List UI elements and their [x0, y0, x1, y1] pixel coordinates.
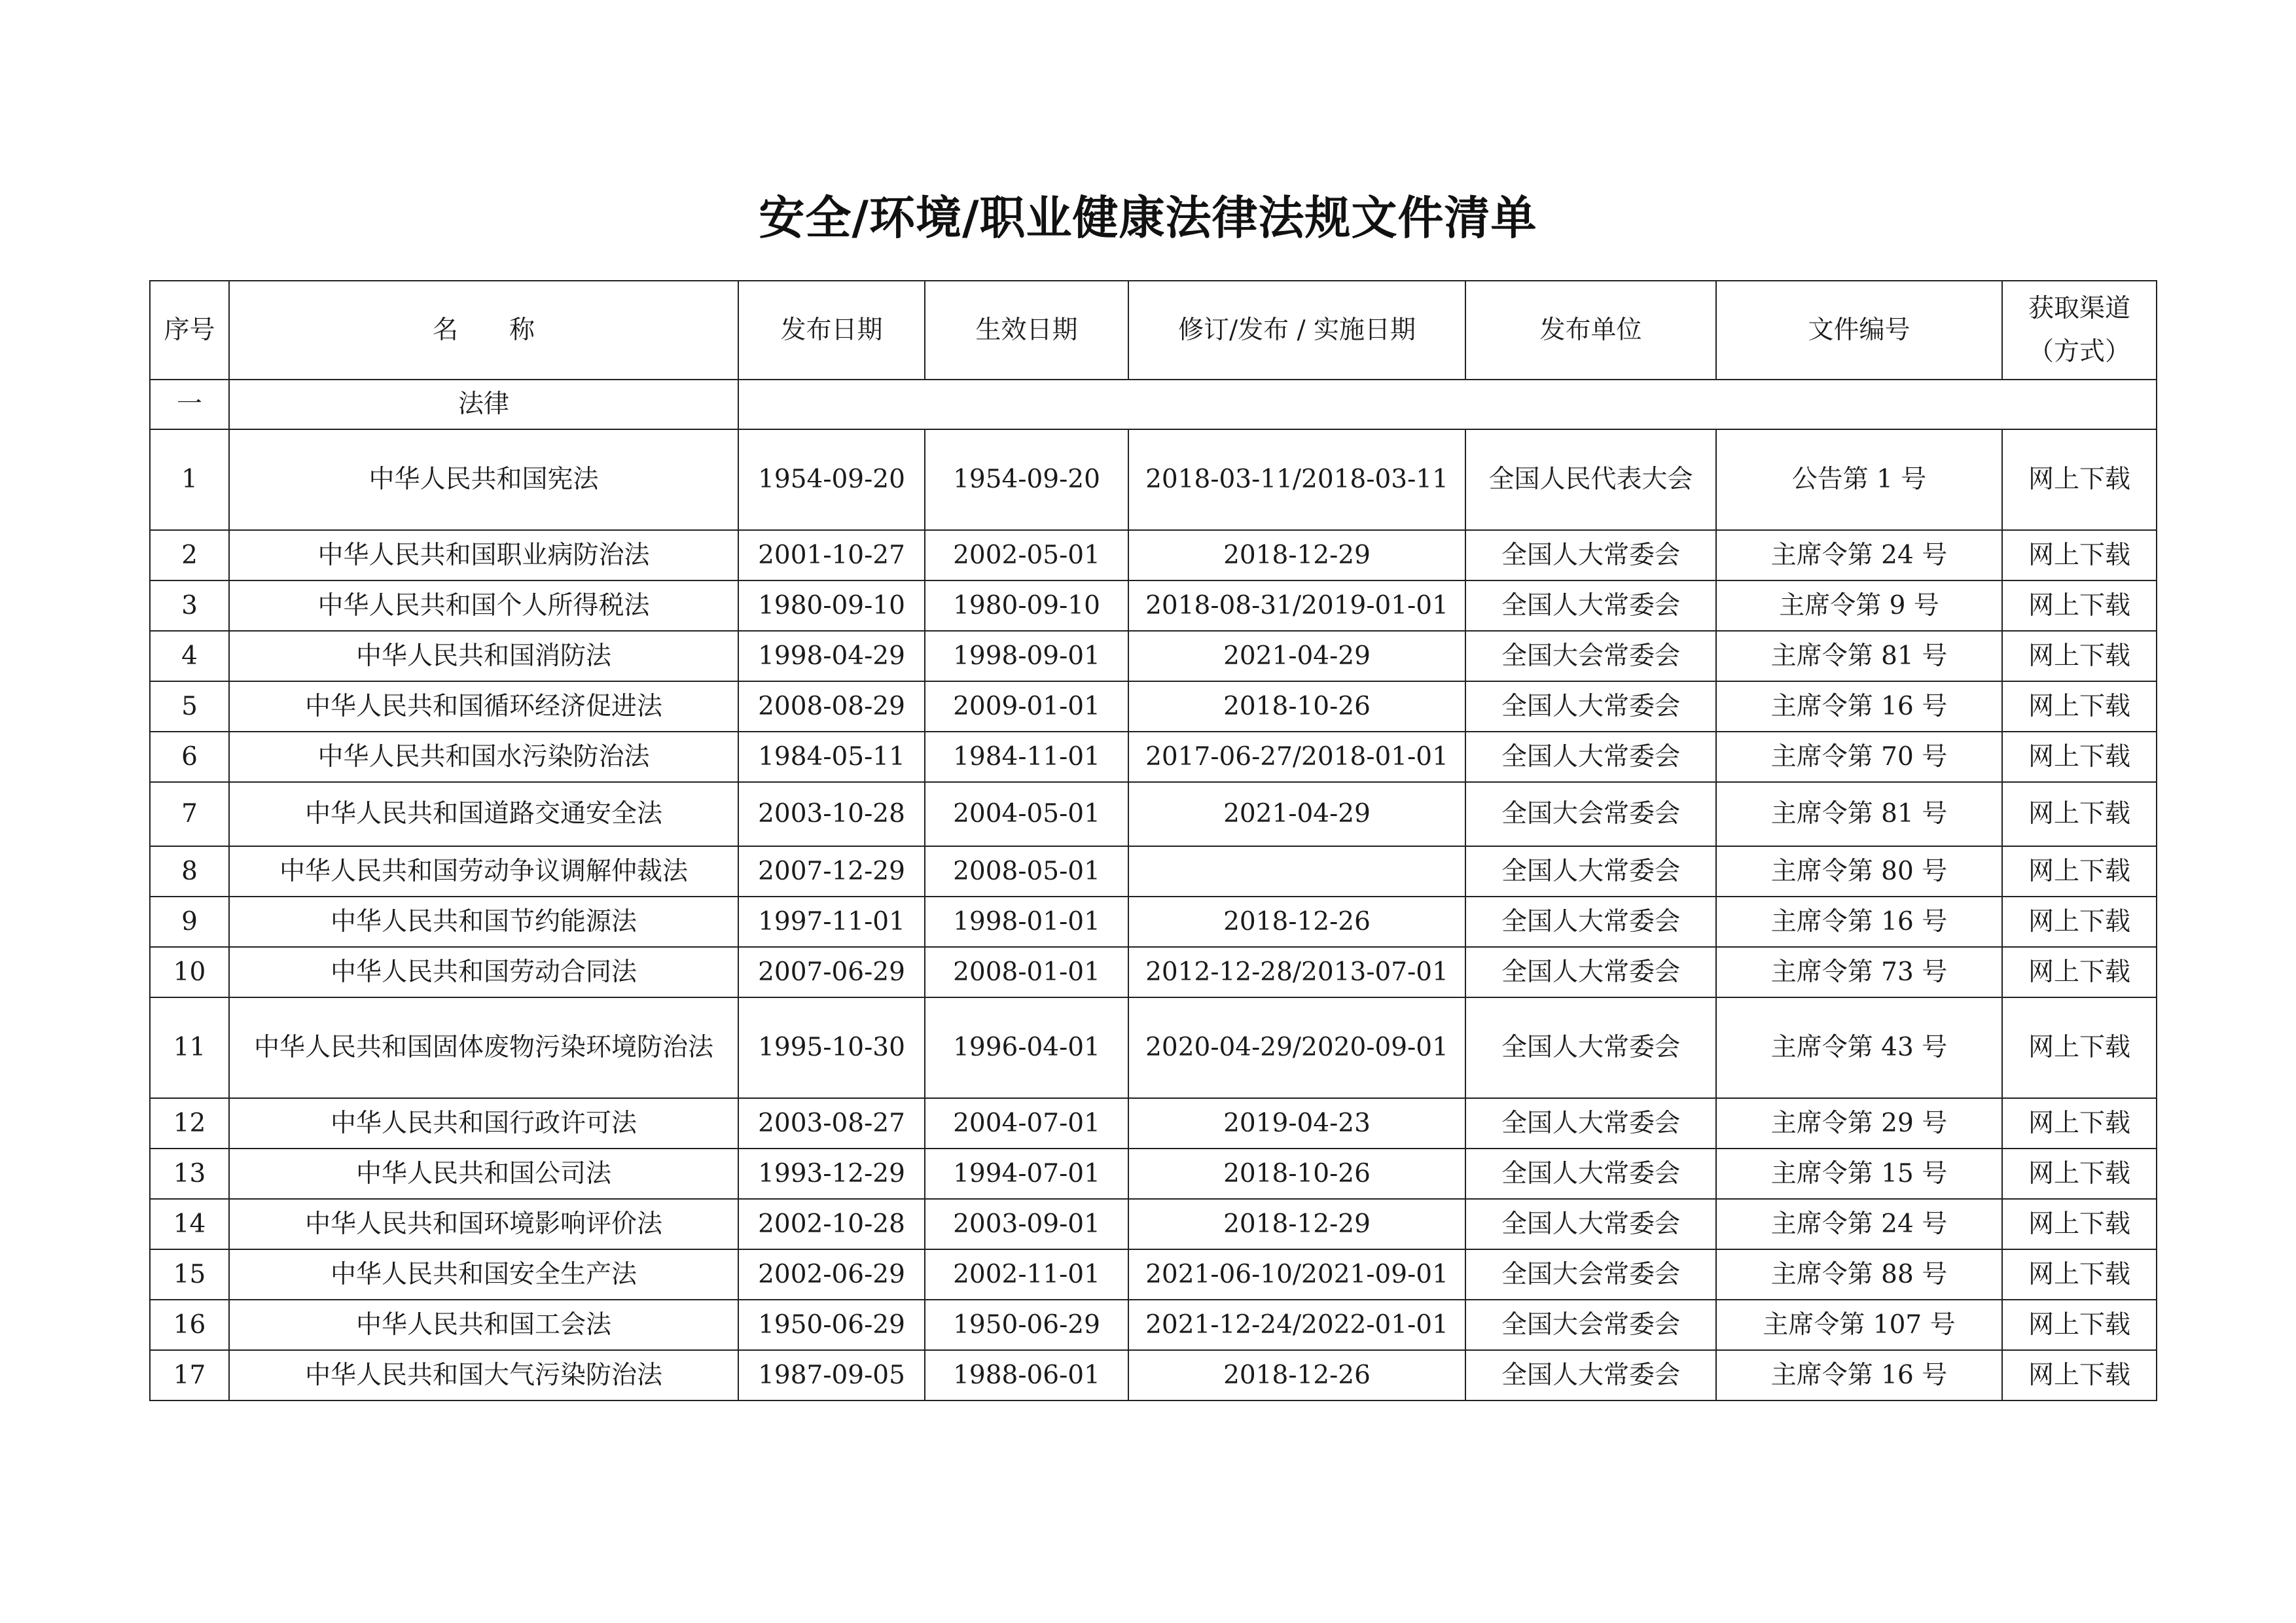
table-row: [150, 732, 2157, 782]
row-seq: 4: [150, 631, 229, 681]
section-row: [150, 380, 2157, 429]
row-pub-date: 1984-05-11: [738, 732, 925, 782]
row-seq: 16: [150, 1300, 229, 1350]
row-seq: 11: [150, 997, 229, 1098]
section-seq: 一: [150, 380, 229, 429]
row-issuer: 全国大会常委会: [1465, 631, 1716, 681]
row-pub-date: 2002-10-28: [738, 1199, 925, 1249]
row-rev-date: 2018-12-26: [1128, 1350, 1465, 1400]
row-issuer: 全国人大常委会: [1465, 530, 1716, 580]
row-pub-date: 2001-10-27: [738, 530, 925, 580]
row-rev-date: 2018-10-26: [1128, 681, 1465, 732]
table-row: [150, 846, 2157, 897]
row-rev-date: 2021-04-29: [1128, 782, 1465, 846]
row-channel: 网上下载: [2002, 1300, 2157, 1350]
row-channel: 网上下载: [2002, 1350, 2157, 1400]
row-doc-no: 主席令第 43 号: [1716, 997, 2002, 1098]
row-pub-date: 1980-09-10: [738, 580, 925, 631]
row-pub-date: 1997-11-01: [738, 897, 925, 947]
row-rev-date: 2021-04-29: [1128, 631, 1465, 681]
row-issuer: 全国人大常委会: [1465, 1149, 1716, 1199]
header-issuer: 发布单位: [1465, 281, 1716, 380]
row-eff-date: 1998-09-01: [925, 631, 1128, 681]
row-eff-date: 1950-06-29: [925, 1300, 1128, 1350]
row-issuer: 全国人大常委会: [1465, 1098, 1716, 1149]
header-pub-date: 发布日期: [738, 281, 925, 380]
row-name: 中华人民共和国环境影响评价法: [229, 1199, 738, 1249]
row-doc-no: 主席令第 24 号: [1716, 1199, 2002, 1249]
header-eff-date: 生效日期: [925, 281, 1128, 380]
row-channel: 网上下载: [2002, 1098, 2157, 1149]
row-name: 中华人民共和国固体废物污染环境防治法: [229, 997, 738, 1098]
row-eff-date: 1998-01-01: [925, 897, 1128, 947]
row-rev-date: 2018-12-29: [1128, 530, 1465, 580]
row-pub-date: 2002-06-29: [738, 1249, 925, 1300]
row-name: 中华人民共和国公司法: [229, 1149, 738, 1199]
row-doc-no: 主席令第 29 号: [1716, 1098, 2002, 1149]
table-row: [150, 782, 2157, 846]
header-doc-no: 文件编号: [1716, 281, 2002, 380]
row-pub-date: 2003-08-27: [738, 1098, 925, 1149]
row-seq: 9: [150, 897, 229, 947]
row-name: 中华人民共和国道路交通安全法: [229, 782, 738, 846]
table-row: [150, 1199, 2157, 1249]
row-issuer: 全国人大常委会: [1465, 732, 1716, 782]
row-issuer: 全国人大常委会: [1465, 897, 1716, 947]
row-doc-no: 主席令第 73 号: [1716, 947, 2002, 997]
row-name: 中华人民共和国大气污染防治法: [229, 1350, 738, 1400]
row-issuer: 全国大会常委会: [1465, 1249, 1716, 1300]
row-seq: 17: [150, 1350, 229, 1400]
row-seq: 6: [150, 732, 229, 782]
row-pub-date: 1987-09-05: [738, 1350, 925, 1400]
row-pub-date: 2007-06-29: [738, 947, 925, 997]
row-channel: 网上下载: [2002, 429, 2157, 530]
row-rev-date: [1128, 846, 1465, 897]
header-seq: 序号: [150, 281, 229, 380]
row-channel: 网上下载: [2002, 1149, 2157, 1199]
table-row: [150, 429, 2157, 530]
table-row: [150, 997, 2157, 1098]
row-pub-date: 1998-04-29: [738, 631, 925, 681]
row-seq: 5: [150, 681, 229, 732]
row-pub-date: 2007-12-29: [738, 846, 925, 897]
row-eff-date: 2004-07-01: [925, 1098, 1128, 1149]
row-rev-date: 2018-08-31/2019-01-01: [1128, 580, 1465, 631]
row-channel: 网上下载: [2002, 782, 2157, 846]
row-channel: 网上下载: [2002, 681, 2157, 732]
row-name: 中华人民共和国个人所得税法: [229, 580, 738, 631]
table-row: [150, 947, 2157, 997]
row-rev-date: 2020-04-29/2020-09-01: [1128, 997, 1465, 1098]
row-channel: 网上下载: [2002, 846, 2157, 897]
row-name: 中华人民共和国行政许可法: [229, 1098, 738, 1149]
row-name: 中华人民共和国劳动争议调解仲裁法: [229, 846, 738, 897]
row-seq: 12: [150, 1098, 229, 1149]
row-name: 中华人民共和国工会法: [229, 1300, 738, 1350]
row-doc-no: 主席令第 24 号: [1716, 530, 2002, 580]
row-doc-no: 主席令第 81 号: [1716, 782, 2002, 846]
row-pub-date: 1950-06-29: [738, 1300, 925, 1350]
table-row: [150, 1300, 2157, 1350]
table-row: [150, 1350, 2157, 1400]
row-channel: 网上下载: [2002, 997, 2157, 1098]
row-pub-date: 2003-10-28: [738, 782, 925, 846]
row-doc-no: 主席令第 15 号: [1716, 1149, 2002, 1199]
row-eff-date: 1988-06-01: [925, 1350, 1128, 1400]
row-doc-no: 主席令第 16 号: [1716, 681, 2002, 732]
row-rev-date: 2018-12-29: [1128, 1199, 1465, 1249]
header-channel: 获取渠道（方式）: [2002, 281, 2157, 380]
row-issuer: 全国人民代表大会: [1465, 429, 1716, 530]
row-issuer: 全国人大常委会: [1465, 580, 1716, 631]
row-name: 中华人民共和国宪法: [229, 429, 738, 530]
row-issuer: 全国人大常委会: [1465, 947, 1716, 997]
row-issuer: 全国人大常委会: [1465, 681, 1716, 732]
row-seq: 13: [150, 1149, 229, 1199]
row-doc-no: 主席令第 81 号: [1716, 631, 2002, 681]
row-rev-date: 2012-12-28/2013-07-01: [1128, 947, 1465, 997]
row-name: 中华人民共和国水污染防治法: [229, 732, 738, 782]
row-pub-date: 2008-08-29: [738, 681, 925, 732]
row-rev-date: 2017-06-27/2018-01-01: [1128, 732, 1465, 782]
row-seq: 10: [150, 947, 229, 997]
row-seq: 14: [150, 1199, 229, 1249]
row-eff-date: 2004-05-01: [925, 782, 1128, 846]
row-rev-date: 2021-12-24/2022-01-01: [1128, 1300, 1465, 1350]
row-channel: 网上下载: [2002, 1249, 2157, 1300]
row-eff-date: 1996-04-01: [925, 997, 1128, 1098]
row-rev-date: 2021-06-10/2021-09-01: [1128, 1249, 1465, 1300]
table-row: [150, 631, 2157, 681]
row-channel: 网上下载: [2002, 580, 2157, 631]
row-eff-date: 2008-01-01: [925, 947, 1128, 997]
table-row: [150, 530, 2157, 580]
row-doc-no: 主席令第 16 号: [1716, 1350, 2002, 1400]
table-row: [150, 580, 2157, 631]
header-name: 名 称: [229, 281, 738, 380]
row-seq: 2: [150, 530, 229, 580]
row-name: 中华人民共和国劳动合同法: [229, 947, 738, 997]
row-eff-date: 2008-05-01: [925, 846, 1128, 897]
row-issuer: 全国人大常委会: [1465, 997, 1716, 1098]
row-issuer: 全国人大常委会: [1465, 1199, 1716, 1249]
header-rev-date: 修订/发布 / 实施日期: [1128, 281, 1465, 380]
row-name: 中华人民共和国循环经济促进法: [229, 681, 738, 732]
row-doc-no: 主席令第 88 号: [1716, 1249, 2002, 1300]
row-eff-date: 2002-11-01: [925, 1249, 1128, 1300]
row-channel: 网上下载: [2002, 530, 2157, 580]
page-title: 安全/环境/职业健康法律法规文件清单: [759, 191, 1537, 245]
row-seq: 15: [150, 1249, 229, 1300]
row-pub-date: 1954-09-20: [738, 429, 925, 530]
row-channel: 网上下载: [2002, 897, 2157, 947]
row-name: 中华人民共和国职业病防治法: [229, 530, 738, 580]
row-channel: 网上下载: [2002, 732, 2157, 782]
row-pub-date: 1993-12-29: [738, 1149, 925, 1199]
row-eff-date: 2009-01-01: [925, 681, 1128, 732]
row-eff-date: 1954-09-20: [925, 429, 1128, 530]
row-doc-no: 主席令第 107 号: [1716, 1300, 2002, 1350]
row-doc-no: 主席令第 9 号: [1716, 580, 2002, 631]
row-doc-no: 主席令第 16 号: [1716, 897, 2002, 947]
row-name: 中华人民共和国安全生产法: [229, 1249, 738, 1300]
row-channel: 网上下载: [2002, 947, 2157, 997]
row-rev-date: 2018-12-26: [1128, 897, 1465, 947]
row-issuer: 全国人大常委会: [1465, 1350, 1716, 1400]
row-eff-date: 2003-09-01: [925, 1199, 1128, 1249]
row-seq: 3: [150, 580, 229, 631]
row-name: 中华人民共和国节约能源法: [229, 897, 738, 947]
row-doc-no: 主席令第 80 号: [1716, 846, 2002, 897]
table-row: [150, 1149, 2157, 1199]
row-issuer: 全国大会常委会: [1465, 1300, 1716, 1350]
row-eff-date: 1994-07-01: [925, 1149, 1128, 1199]
row-rev-date: 2018-10-26: [1128, 1149, 1465, 1199]
table-row: [150, 897, 2157, 947]
row-seq: 8: [150, 846, 229, 897]
table-row: [150, 1249, 2157, 1300]
section-spacer: [738, 380, 2157, 429]
row-name: 中华人民共和国消防法: [229, 631, 738, 681]
row-seq: 7: [150, 782, 229, 846]
table-row: [150, 681, 2157, 732]
row-rev-date: 2019-04-23: [1128, 1098, 1465, 1149]
regulations-table: [149, 280, 2157, 1401]
table-row: [150, 1098, 2157, 1149]
table-header-row: [150, 281, 2157, 380]
row-doc-no: 公告第 1 号: [1716, 429, 2002, 530]
row-pub-date: 1995-10-30: [738, 997, 925, 1098]
row-channel: 网上下载: [2002, 1199, 2157, 1249]
row-eff-date: 2002-05-01: [925, 530, 1128, 580]
section-name: 法律: [229, 380, 738, 429]
row-channel: 网上下载: [2002, 631, 2157, 681]
row-seq: 1: [150, 429, 229, 530]
row-rev-date: 2018-03-11/2018-03-11: [1128, 429, 1465, 530]
row-issuer: 全国大会常委会: [1465, 782, 1716, 846]
row-issuer: 全国人大常委会: [1465, 846, 1716, 897]
row-eff-date: 1980-09-10: [925, 580, 1128, 631]
row-doc-no: 主席令第 70 号: [1716, 732, 2002, 782]
row-eff-date: 1984-11-01: [925, 732, 1128, 782]
